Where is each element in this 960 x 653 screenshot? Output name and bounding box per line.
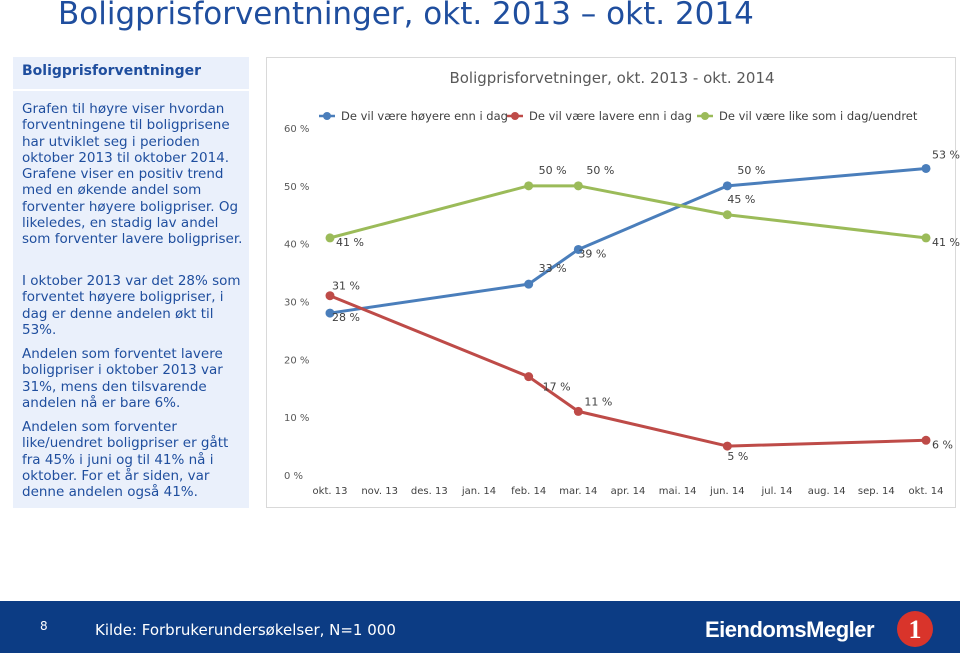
data-label: 5 % bbox=[727, 450, 749, 464]
series-line bbox=[330, 186, 926, 238]
x-tick-label: apr. 14 bbox=[610, 486, 646, 497]
line-chart bbox=[267, 58, 960, 509]
series-line bbox=[330, 168, 926, 313]
x-tick-label: okt. 14 bbox=[908, 486, 944, 497]
sidebar-divider bbox=[13, 89, 249, 91]
x-tick-label: sep. 14 bbox=[857, 486, 895, 497]
chart-panel bbox=[266, 57, 960, 508]
data-label: 6 % bbox=[932, 438, 953, 452]
data-point bbox=[524, 372, 533, 381]
x-tick-label: jun. 14 bbox=[710, 486, 745, 497]
y-tick-label: 20 % bbox=[284, 355, 310, 367]
series-line bbox=[330, 296, 926, 446]
data-label: 50 % bbox=[737, 163, 766, 177]
logo-wordmark: EiendomsMegler bbox=[705, 617, 875, 642]
legend-label: De vil være like som i dag/uendret bbox=[719, 109, 918, 123]
data-label: 33 % bbox=[538, 262, 567, 276]
data-label: 11 % bbox=[584, 395, 613, 409]
x-tick-label: jul. 14 bbox=[761, 486, 793, 497]
y-tick-label: 0 % bbox=[284, 471, 304, 482]
data-point bbox=[723, 181, 732, 190]
x-tick-label: okt. 13 bbox=[312, 486, 348, 497]
x-tick-label: mar. 14 bbox=[559, 486, 598, 497]
sidebar-paragraph: Andelen som forventet lavere boligpriser i oktober 2013 var 31%, mens den tilsvarende andelen nå er bare 6%. bbox=[22, 346, 223, 411]
sidebar-paragraph: I oktober 2013 var det 28% som forventet høyere boligpriser, i dag er denne andelen økt til 53%. bbox=[22, 273, 241, 338]
data-label: 39 % bbox=[578, 247, 607, 261]
y-tick-label: 60 % bbox=[284, 124, 310, 135]
data-label: 50 % bbox=[538, 163, 567, 177]
data-label: 41 % bbox=[932, 235, 960, 249]
svg-text:1: 1 bbox=[908, 615, 922, 644]
logo-one-icon bbox=[895, 609, 935, 649]
legend-marker bbox=[701, 112, 709, 120]
chart-title: Boligprisforvetninger, okt. 2013 - okt. 2014 bbox=[449, 69, 775, 87]
data-point bbox=[326, 233, 335, 242]
legend-marker bbox=[511, 112, 519, 120]
data-label: 28 % bbox=[332, 311, 360, 325]
data-point bbox=[922, 233, 931, 242]
data-point bbox=[922, 164, 931, 173]
y-tick-label: 50 % bbox=[284, 181, 310, 193]
x-tick-label: jan. 14 bbox=[461, 486, 497, 497]
data-label: 31 % bbox=[332, 279, 360, 293]
data-label: 45 % bbox=[727, 192, 756, 206]
x-tick-label: mai. 14 bbox=[658, 486, 697, 497]
data-label: 17 % bbox=[542, 380, 571, 394]
data-label: 53 % bbox=[932, 148, 960, 162]
sidebar-paragraph: Grafen til høyre viser hvordan forventningene til boligprisene har utviklet seg i perioden oktober 2013 til oktober 2014. Grafene viser en positiv trend med en økende andel som forventer høyere boligpriser. Og likeledes, en stadig lav andel som forventer lavere boligpriser. bbox=[22, 101, 243, 248]
x-tick-label: des. 13 bbox=[410, 486, 448, 497]
data-point bbox=[922, 436, 931, 445]
legend-marker bbox=[323, 112, 331, 120]
legend-label: De vil være høyere enn i dag bbox=[341, 109, 508, 123]
source-note: Kilde: Forbrukerundersøkelser, N=1 000 bbox=[95, 621, 396, 639]
data-point bbox=[574, 181, 583, 190]
page-number: 8 bbox=[40, 619, 48, 633]
x-tick-label: aug. 14 bbox=[807, 486, 846, 497]
legend-label: De vil være lavere enn i dag bbox=[529, 109, 692, 123]
data-point bbox=[574, 407, 583, 416]
footer-bar bbox=[0, 601, 960, 653]
data-label: 41 % bbox=[336, 235, 364, 249]
x-tick-label: feb. 14 bbox=[511, 486, 547, 497]
sidebar-paragraph: Andelen som forventer like/uendret boligpriser er gått fra 45% i juni og til 41% nå i oktober. For et år siden, var denne andelen også 41%. bbox=[22, 419, 229, 501]
data-point bbox=[723, 210, 732, 219]
data-point bbox=[524, 181, 533, 190]
data-point bbox=[524, 280, 533, 289]
sidebar-heading: Boligprisforventninger bbox=[22, 63, 202, 79]
y-tick-label: 40 % bbox=[284, 239, 310, 251]
y-tick-label: 30 % bbox=[284, 297, 310, 309]
sidebar-panel bbox=[13, 57, 249, 508]
slide-title: Boligprisforventninger, okt. 2013 – okt. 2014 bbox=[58, 0, 754, 32]
y-tick-label: 10 % bbox=[284, 413, 310, 425]
brand-logo bbox=[705, 609, 945, 649]
x-tick-label: nov. 13 bbox=[361, 486, 399, 497]
data-label: 50 % bbox=[586, 163, 615, 177]
